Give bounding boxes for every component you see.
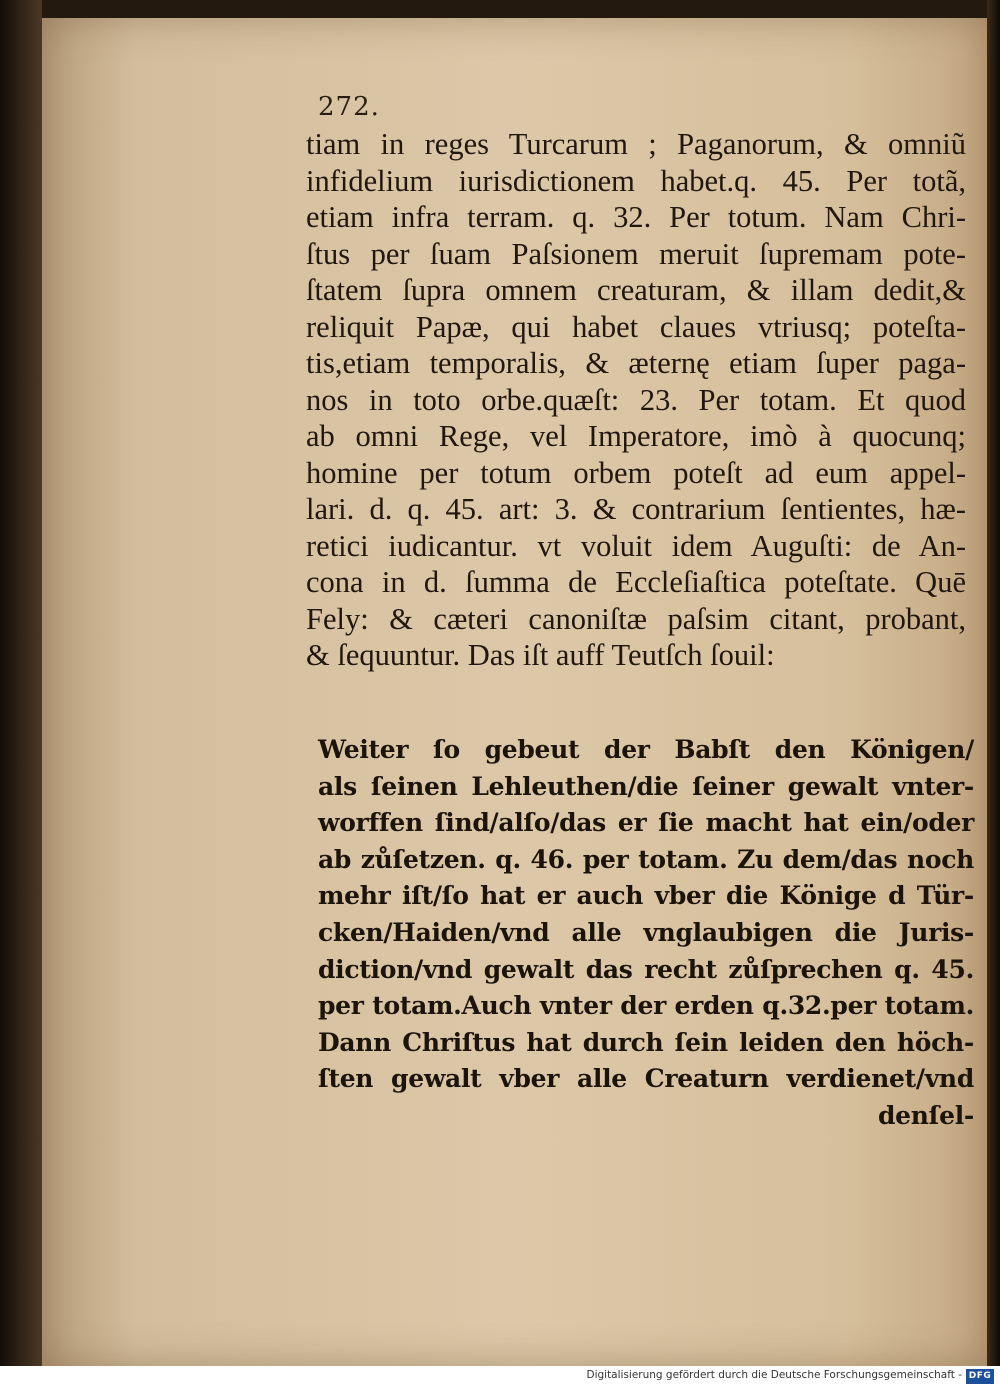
german-text-block [318,732,974,1135]
german-line: ab zůſetzen. q. 46. per totam. Zu dem/das noch [318,844,974,874]
binding-edge [0,0,42,1366]
dfg-logo-icon: DFG [966,1369,994,1384]
latin-text-block [306,126,966,674]
german-line: Dann Chriſtus hat durch ſein leiden den höch- [318,1027,974,1057]
page-number: 272. [318,92,380,122]
latin-line: lari. d. q. 45. art: 3. & contrarium ſentientes, hæ- [306,492,966,526]
german-line: per totam.Auch vnter der erden q.32.per totam. [318,991,974,1021]
latin-line: tis,etiam temporalis, & æternę etiam ſuper paga- [306,346,966,380]
catchword: denſel- [878,1100,974,1130]
german-line: cken/Haiden/vnd alle vnglaubigen die Juris- [318,917,974,947]
latin-line: tiam in reges Turcarum ; Paganorum, & omniũ [306,127,966,161]
german-line: diction/vnd gewalt das recht zůſprechen q. 45. [318,954,974,984]
latin-line: etiam infra terram. q. 32. Per totum. Nam Chri- [306,200,966,234]
german-line: als ſeinen Lehleuthen/die ſeiner gewalt vnter- [318,771,974,801]
latin-line: ſtatem ſupra omnem creaturam, & illam dedit,& [306,273,966,307]
latin-line: & ſequuntur. Das iſt auff Teutſch ſouil: [306,638,775,672]
latin-line: ſtus per ſuam Paſsionem meruit ſupremam pote- [306,236,966,271]
latin-line: retici iudicantur. vt voluit idem Auguſti: de An- [306,528,966,563]
latin-line: reliquit Papæ, qui habet claues vtriusq; poteſta- [306,309,966,344]
latin-line: infidelium iurisdictionem habet.q. 45. Per totã, [306,163,966,198]
german-line: worffen ſind/alſo/das er ſie macht hat ein/oder [318,808,974,838]
latin-line: nos in toto orbe.quæſt: 23. Per totam. Et quod [306,382,966,417]
latin-line: cona in d. ſumma de Eccleſiaſtica poteſtate. Quē [306,565,966,599]
footer-credit: Digitalisierung gefördert durch die Deutsche Forschungsgemeinschaft - [586,1369,962,1381]
german-line: Weiter ſo gebeut der Babſt den Königen/ [318,735,974,764]
page-edge-shadow [987,0,1000,1366]
german-line: ſten gewalt vber alle Creaturn verdienet/vnd [318,1064,974,1094]
latin-line: homine per totum orbem poteſt ad eum appel- [306,455,966,490]
german-line: mehr iſt/ſo hat er auch vber die Könige d Tür- [318,881,974,911]
latin-line: Fely: & cæteri canoniſtæ paſsim citant, probant, [306,601,966,636]
latin-line: ab omni Rege, vel Imperatore, imò à quocunq; [306,419,966,453]
footer-bar [0,1366,1000,1388]
